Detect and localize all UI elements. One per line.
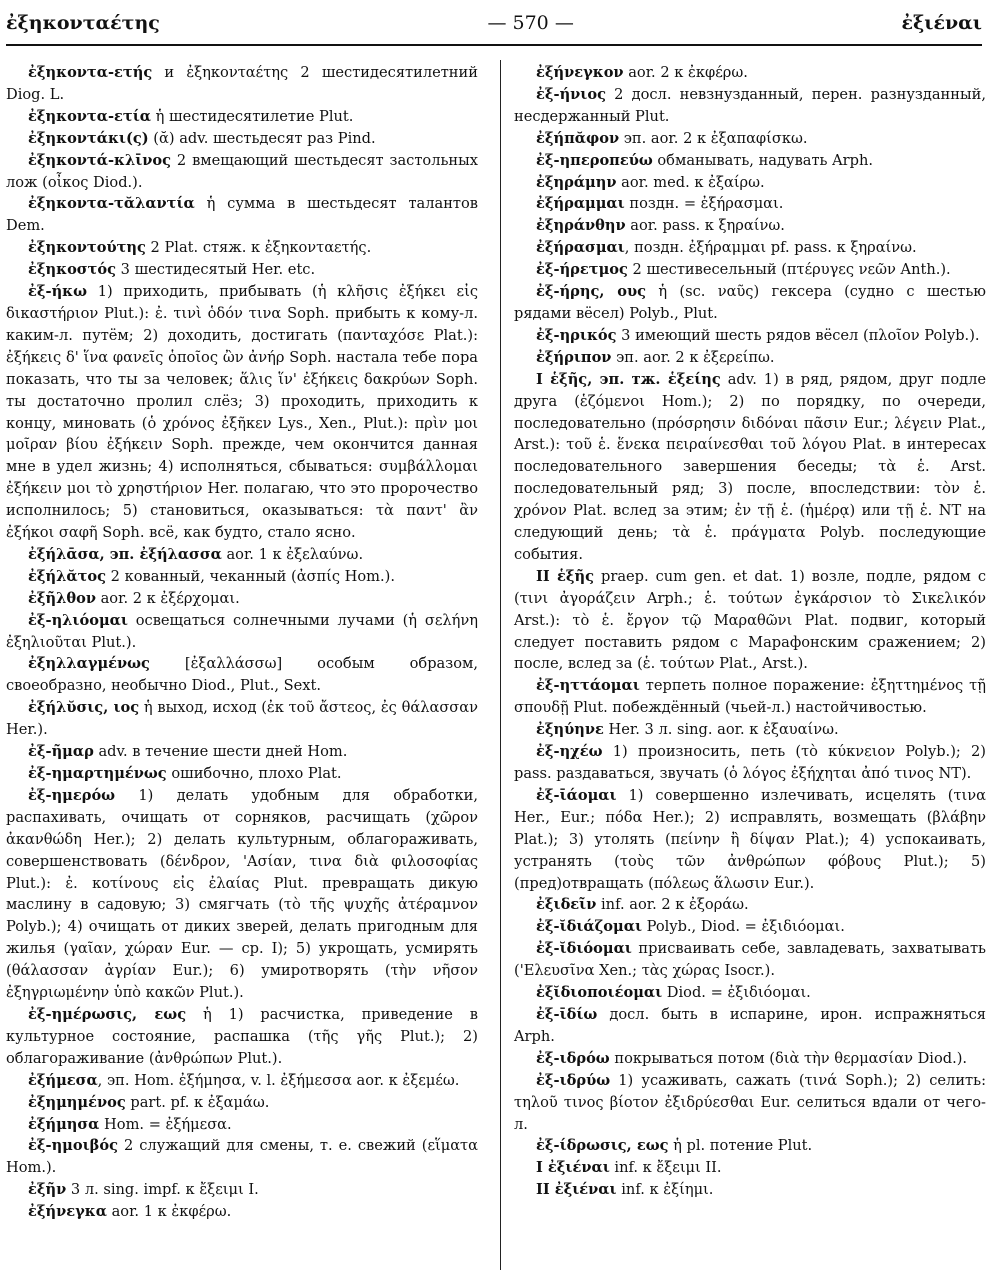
dictionary-entry [6, 1070, 478, 1092]
dictionary-entry [6, 1179, 478, 1201]
dictionary-entry [514, 675, 986, 719]
dictionary-entry [6, 128, 478, 150]
entry-definition: эп. aor. 2 к ἐξερείπω. [611, 348, 775, 366]
entry-definition: Her. 3 л. sing. aor. к ἐξαυαίνω. [603, 721, 839, 739]
entry-definition: досл. быть в испарине, ирон. испражняться Arph. [514, 1005, 986, 1045]
entry-lemma: ἐξηράμην [536, 173, 617, 191]
entry-lemma: ἐξηκοντάκι(ς) [28, 129, 149, 147]
dictionary-entry [514, 1048, 986, 1070]
entry-lemma: ἐξ-ῐδιάζομαι [536, 918, 643, 936]
dictionary-entry [514, 128, 986, 150]
page-number: — 570 — [487, 12, 574, 34]
running-headword-right: ἐξιέναι [901, 12, 982, 34]
dictionary-entry [6, 741, 478, 763]
entry-definition: ἡ шестидесятилетие Plut. [151, 107, 354, 125]
entry-lemma: ἐξ-ηλιόομαι [28, 611, 128, 629]
entry-lemma: ἐξ-ῆμαρ [28, 743, 94, 761]
dictionary-entry [6, 610, 478, 654]
entry-lemma: ἐξ-ῐδιόομαι [536, 940, 632, 958]
entry-definition: 1) усаживать, сажать (τινά Soph.); 2) селить: τηλοῦ τινος βίοτον ἐξιδρύεσθαι Eur. селиться вдали от чего-л. [514, 1071, 986, 1133]
dictionary-entry [514, 325, 986, 347]
entry-definition: [ἐξαλλάσσω] особым образом, своеобразно, необычно Diod., Plut., Sext. [6, 655, 478, 695]
dictionary-entry [6, 193, 478, 237]
entry-lemma: ἐξ-ιδρύω [536, 1071, 611, 1089]
entry-definition: освещаться солнечными лучами (ἡ σελήνη ἐξηλιοῦται Plut.). [6, 611, 478, 651]
entry-lemma: ἐξήλᾰτος [28, 567, 107, 585]
entry-definition: 2 служащий для смены, т. е. свежий (εἵματα Hom.). [6, 1137, 478, 1177]
entry-lemma: ἐξ-ήρης, ους [536, 283, 646, 301]
dictionary-entry [514, 916, 986, 938]
dictionary-entry [6, 150, 478, 194]
entry-lemma: ἐξήπᾰφον [536, 129, 620, 147]
entry-definition: inf. к ἔξειμι II. [609, 1159, 722, 1177]
entry-lemma: ἐξηκοντά-κλῑνος [28, 151, 172, 169]
entry-lemma: ἐξηκοντα-ετία [28, 107, 152, 125]
dictionary-entry [514, 938, 986, 982]
header-rule [6, 44, 982, 46]
dictionary-entry [6, 1201, 478, 1223]
entry-definition: присваивать себе, завладевать, захватывать ('Ελευσῖνα Xen.; τὰς χώρας Isocr.). [514, 940, 986, 980]
dictionary-entry [514, 237, 986, 259]
dictionary-entry [6, 588, 478, 610]
entry-definition: 3 имеющий шесть рядов вёсел (πλοῖον Polyb.). [616, 326, 980, 344]
entry-lemma: ἐξήρασμαι [536, 239, 625, 257]
dictionary-entry [514, 982, 986, 1004]
entry-definition: 1) произносить, петь (τὸ κύκνειον Polyb.); 2) pass. раздаваться, звучать (ὁ λόγος ἐξήχηται ἀπό τινος NT). [514, 743, 986, 782]
entry-lemma: ἐξηκοστός [28, 261, 116, 279]
entry-definition: adv. в течение шести дней Hom. [93, 743, 348, 761]
dictionary-entry [514, 215, 986, 237]
entry-definition: 2 досл. невзнузданный, перен. разнузданный, несдержанный Plut. [514, 85, 986, 125]
entry-lemma: ἐξ-ηττάομαι [536, 677, 640, 695]
entry-lemma: ἐξ-ημέρωσις, εως [28, 1005, 187, 1023]
entry-definition: part. pf. к ἐξαμάω. [125, 1093, 270, 1111]
dictionary-entry [514, 1179, 986, 1201]
dictionary-entry [514, 281, 986, 325]
entry-definition: ошибочно, плохо Plat. [166, 765, 342, 782]
dictionary-entry [514, 150, 986, 172]
dictionary-entry [6, 697, 478, 741]
entry-lemma: ἐξήλῠσις, ιος [28, 699, 140, 717]
entry-lemma: ἐξ-ημαρτημένως [28, 765, 167, 782]
right-column [514, 62, 986, 1201]
dictionary-entry [514, 1157, 986, 1179]
entry-lemma: ἐξῆλθον [28, 589, 96, 607]
entry-definition: 2 кованный, чеканный (ἀσπίς Hom.). [106, 567, 395, 585]
entry-lemma: ἐξηύηνε [536, 721, 604, 739]
entry-lemma: ἐξ-ῑδίω [536, 1005, 598, 1023]
entry-definition: 1) делать удобным для обработки, распахивать, очищать от сорняков, расчищать (χῶρον ἀκανθώδη Her.); 2) делать культурным, облагораживать, совершенствовать (δένδρον, 'Ασίαν, τινα διὰ φιλοσοφίας Plut.): ἐ. κοτίνους εἰς ἐλαίας Plut. превращать дикую маслину в садовую; 3) смягчать (τὸ τῆς ψυχῆς ἀτέραμνον Polyb.); 4) очищать от диких зверей, делать пригодным для жилья (γαῖαν, χώραν Eur. — cp. I); 5) укрощать, усмирять (θάλασσαν ἀγρίαν Eur.); 6) умиротворять (τὴν νῆσον ἐξηγριωμένην ὑπὸ κακῶν Plut.). [6, 786, 478, 1002]
entry-lemma: ἐξιδεῖν [536, 896, 597, 914]
entry-definition: ἡ pl. потение Plut. [668, 1137, 813, 1155]
entry-lemma: ἐξ-ηχέω [536, 743, 603, 761]
entry-definition: ἡ выход, исход (ἐκ τοῦ ἄστεος, ἐς θάλασσαν Her.). [6, 699, 478, 739]
dictionary-entry [6, 259, 478, 281]
entry-lemma: I ἐξιέναι [536, 1159, 610, 1177]
dictionary-entry [514, 1135, 986, 1157]
entry-lemma: II ἐξιέναι [536, 1181, 617, 1199]
dictionary-entry [514, 84, 986, 128]
entry-lemma: II ἑξῆς [536, 567, 595, 585]
entry-lemma: ἐξηράνθην [536, 217, 626, 235]
entry-lemma: ἐξήραμμαι [536, 195, 625, 213]
dictionary-entry [514, 719, 986, 741]
entry-definition: praep. cum gen. et dat. 1) возле, подле, рядом с (τινι ἀγοράζειν Arph.; ἑ. τούτων ἐγκάρσιον τὸ Σικελικόν Arst.): τὸ ἑ. ἔργον τῷ Μαραθῶνι Plat. подвиг, который следует поставить рядом с Марафонским сражением; 2) после, вслед за (ἑ. τούτων Plat., Arst.). [514, 567, 986, 673]
entry-definition: Hom. = ἐξήμεσα. [99, 1115, 232, 1133]
entry-lemma: ἐξ-ημοιβός [28, 1137, 118, 1155]
entry-definition: , поздн. ἐξήραμμαι pf. pass. к ξηραίνω. [624, 239, 917, 257]
entry-definition: 1) совершенно излечивать, исцелять (τινα Her., Eur.; πόδα Her.); 2) исправлять, возмещать (βλάβην Plat.); 3) утолять (πείνην ἢ δίψαν Plat.); 4) успокаивать, устранять (τοὺς τῶν ἀνθρώπων φόβους Plut.); 5) (пред)отвращать (πόλεως ἅλωσιν Eur.). [514, 786, 986, 892]
entry-definition: ἡ (sc. ναῦς) гексера (судно с шестью рядами вёсел) Polyb., Plut. [514, 283, 986, 322]
entry-definition: adv. 1) в ряд, рядом, друг подле друга (ἑζόμενοι Hom.); 2) по порядку, по очереди, последовательно (πρόσρησιν διδόναι πᾶσιν Eur.; λέγειν Plat., Arst.): τοῦ ἑ. ἕνεκα πειραίνεσθαι τοῦ λόγου Plat. в интересах последовательного завершения беседы; τὰ ἑ. Arst. последовательный ряд; 3) после, впоследствии: τὸν ἑ. χρόνον Plat. вслед за этим; ἐν τῇ ἑ. (ἡμέρᾳ) или τῇ ἑ. NT на следующий день; τὰ ἑ. πράγματα Polyb. последующие события. [514, 370, 986, 563]
entry-lemma: ἐξ-ῑάομαι [536, 786, 617, 804]
entry-lemma: ἐξηλλαγμένως [28, 655, 150, 673]
running-headword-left: ἐξηκονταέτης [6, 12, 160, 34]
entry-definition: aor. 2 к ἐκφέρω. [623, 64, 748, 81]
dictionary-entry [6, 1135, 478, 1179]
dictionary-entry [514, 785, 986, 895]
entry-lemma: ἐξ-ίδρωσις, εως [536, 1137, 669, 1155]
entry-lemma: ἐξήμεσα [28, 1071, 98, 1089]
dictionary-entry [514, 894, 986, 916]
entry-definition: и ἐξηκονταέτης 2 шестидесятилетний Diog. L. [6, 64, 478, 103]
entry-lemma: ἐξ-ηρικός [536, 326, 617, 344]
dictionary-entry [6, 653, 478, 697]
entry-lemma: ἐξῐδιοποιέομαι [536, 984, 663, 1002]
entry-lemma: ἐξ-ημερόω [28, 786, 116, 804]
entry-definition: 3 л. sing. impf. к ἔξειμι I. [66, 1181, 259, 1199]
entry-definition: Polyb., Diod. = ἐξιδιόομαι. [642, 918, 845, 936]
entry-definition: эп. aor. 2 к ἐξαπαφίσκω. [619, 129, 808, 147]
entry-lemma: ἐξ-ήκω [28, 283, 88, 301]
entry-definition: , эп. Hom. ἐξήμησα, v. l. ἐξήμεσσα aor. к ἐξεμέω. [97, 1071, 460, 1089]
left-column [6, 62, 478, 1223]
entry-definition: aor. pass. к ξηραίνω. [625, 217, 785, 235]
dictionary-entry [514, 369, 986, 566]
dictionary-entry [6, 1114, 478, 1136]
entry-lemma: ἐξήλᾱσα, эп. ἐξήλασσα [28, 545, 222, 563]
entry-lemma: ἐξήνεγκον [536, 64, 624, 81]
entry-definition: 1) приходить, прибывать (ἡ κλῆσις ἐξήκει εἰς δικαστήριον Plut.): ἐ. τινὶ ὁδόν τινα Soph. прибыть к кому-л. каким-л. путём; 2) доходить, достигать (πανταχόσε Plat.): ἐξήκεις δ' ἵνα φανεῖς ὁποῖος ὢν ἀνήρ Soph. настала тебе пора показать, что ты за человек; ἅλις ἵν' ἐξήκεις δακρύων Soph. ты достаточно пролил слёз; 3) проходить, приходить к концу, миновать (ὁ χρόνος ἐξῆκεν Lys., Xen., Plut.): πρὶν μοι μοῖραν βίου ἐξήκειν Soph. прежде, чем окончится данная мне в удел жизнь; 4) исполняться, сбываться: συμβάλλομαι ἐξήκειν μοι τὸ χρηστήριον Her. полагаю, что это пророчество исполнилось; 5) становиться, оказываться: τὰ παντ' ἂν ἐξήκοι σαφῆ Soph. всё, как будто, стало ясно. [6, 283, 478, 542]
entry-definition: aor. 1 к ἐκφέρω. [106, 1203, 232, 1221]
dictionary-entry [514, 172, 986, 194]
entry-definition: обманывать, надувать Arph. [652, 151, 874, 169]
dictionary-entry [514, 566, 986, 676]
dictionary-entry [514, 1070, 986, 1136]
entry-lemma: I ἑξῆς, эп. тж. ἑξείης [536, 370, 721, 388]
entry-definition: 2 Plat. стяж. к ἐξηκονταετής. [145, 239, 372, 257]
entry-lemma: ἐξ-ήρετμος [536, 261, 628, 279]
dictionary-entry [6, 1092, 478, 1114]
dictionary-entry [6, 237, 478, 259]
page-header [6, 8, 982, 38]
entry-lemma: ἐξ-ήνιος [536, 85, 606, 103]
entry-definition: Diod. = ἐξιδιόομαι. [662, 984, 811, 1002]
column-divider [500, 60, 501, 1270]
entry-definition: ἡ 1) расчистка, приведение в культурное состояние, распашка (τῆς γῆς Plut.); 2) облагораживание (ἀνθρώπων Plut.). [6, 1005, 479, 1067]
entry-definition: 3 шестидесятый Her. etc. [116, 261, 316, 279]
entry-lemma: ἐξῆν [28, 1181, 67, 1199]
entry-definition: aor. 1 к ἐξελαύνω. [221, 545, 364, 563]
dictionary-entry [6, 106, 478, 128]
dictionary-entry [6, 566, 478, 588]
entry-lemma: ἐξήνεγκα [28, 1203, 107, 1221]
entry-definition: inf. aor. 2 к ἐξοράω. [596, 896, 749, 914]
entry-definition: inf. к ἐξίημι. [616, 1181, 714, 1199]
entry-lemma: ἐξημημένος [28, 1093, 126, 1111]
entry-lemma: ἐξ-ιδρόω [536, 1049, 610, 1067]
dictionary-entry [514, 193, 986, 215]
entry-definition: (ᾰ) adv. шестьдесят раз Pind. [148, 129, 376, 147]
entry-lemma: ἐξ-ηπεροπεύω [536, 151, 653, 169]
entry-definition: aor. med. к ἐξαίρω. [616, 173, 765, 191]
dictionary-entry [6, 785, 478, 1004]
entry-lemma: ἐξήμησα [28, 1115, 100, 1133]
dictionary-entry [6, 1004, 478, 1070]
dictionary-entry [6, 763, 478, 785]
entry-definition: ἡ сумма в шестьдесят талантов Dem. [6, 195, 478, 235]
entry-definition: aor. 2 к ἐξέρχομαι. [95, 589, 240, 607]
dictionary-entry [6, 544, 478, 566]
entry-definition: 2 вмещающий шестьдесят застольных лож (οἶκος Diod.). [6, 151, 478, 191]
entry-lemma: ἐξηκοντούτης [28, 239, 146, 257]
entry-lemma: ἐξηκοντα-τᾰλαντία [28, 195, 195, 213]
dictionary-entry [514, 1004, 986, 1048]
dictionary-entry [514, 62, 986, 84]
entry-lemma: ἐξήριπον [536, 348, 612, 366]
entry-definition: покрываться потом (διὰ τὴν θερμασίαν Diod.). [609, 1049, 968, 1067]
entry-definition: поздн. = ἐξήρασμαι. [624, 195, 784, 213]
dictionary-entry [514, 347, 986, 369]
entry-lemma: ἐξηκοντα-ετής [28, 64, 153, 81]
dictionary-entry [6, 62, 478, 106]
dictionary-entry [514, 259, 986, 281]
entry-definition: терпеть полное поражение: ἐξηττημένος τῇ σπουδῇ Plut. побеждённый (чьей-л.) настойчивостью. [514, 677, 986, 717]
dictionary-entry [6, 281, 478, 544]
entry-definition: 2 шестивесельный (πτέρυγες νεῶν Anth.). [627, 261, 951, 279]
dictionary-entry [514, 741, 986, 785]
